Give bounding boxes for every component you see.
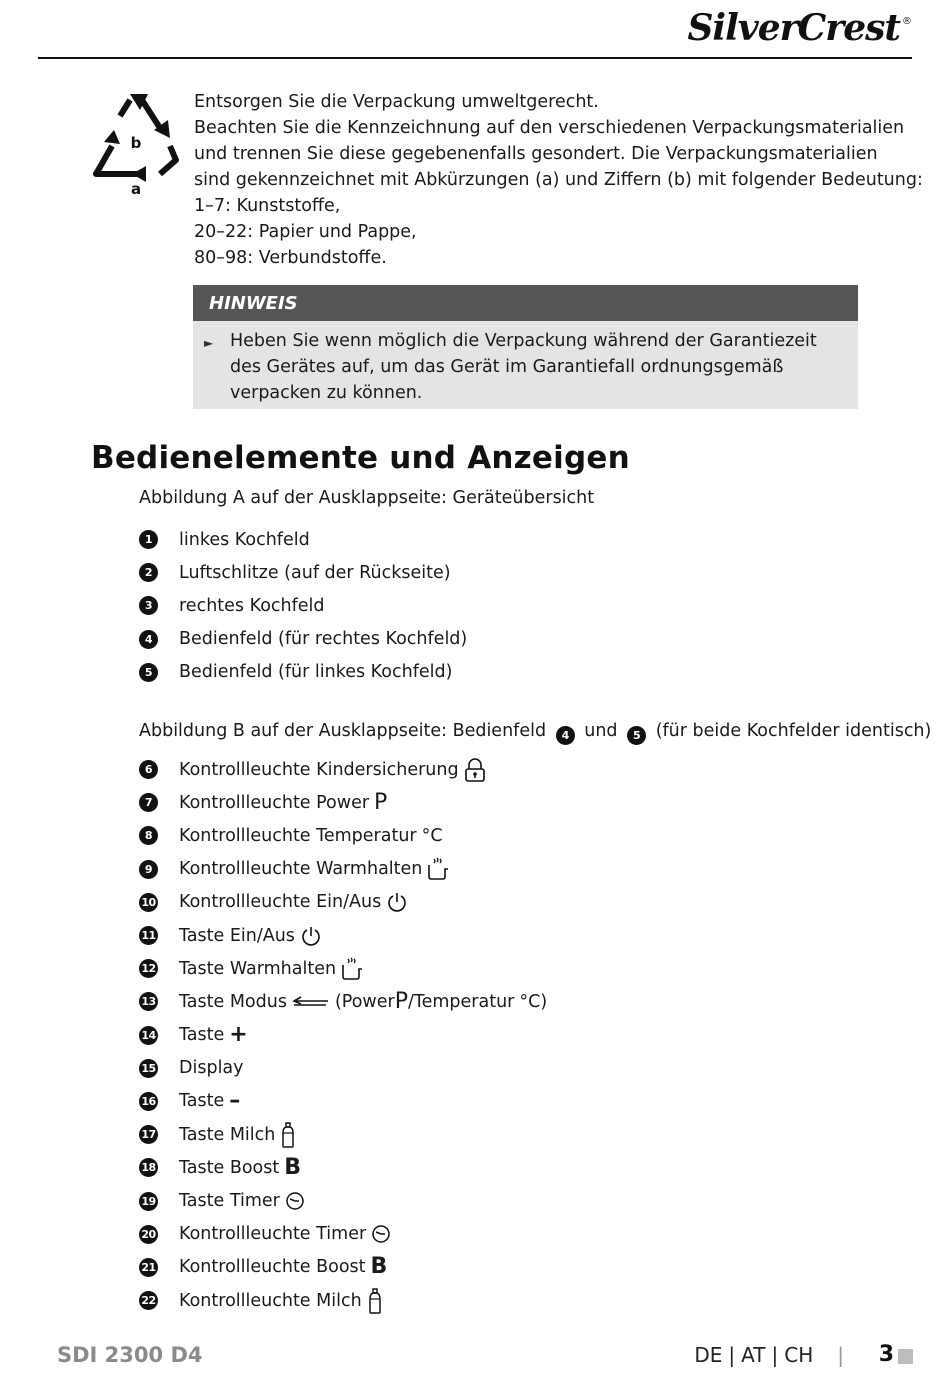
- list-item: [139, 589, 467, 622]
- list-item: [139, 952, 547, 985]
- note-body: [193, 321, 858, 406]
- keep-warm-icon: [341, 957, 363, 981]
- list-item: [139, 819, 547, 852]
- item-label: Kontrollleuchte Warmhalten: [179, 859, 423, 880]
- intro-line: 1–7: Kunststoffe,: [194, 196, 341, 216]
- recycling-label-b: b: [130, 134, 142, 152]
- item-label: Kontrollleuchte Milch: [179, 1290, 362, 1311]
- lang-ch: CH: [784, 1343, 814, 1367]
- header-rule: [38, 57, 912, 59]
- item-number: 12: [139, 959, 158, 978]
- item-number: 11: [139, 926, 158, 945]
- item-label: linkes Kochfeld: [179, 529, 310, 550]
- intro-line: Beachten Sie die Kennzeichnung auf den verschiedenen Verpackungsmaterialien: [194, 118, 905, 138]
- item-number: 22: [139, 1291, 158, 1310]
- list-item: [139, 1218, 547, 1251]
- recycling-label-a: a: [130, 180, 142, 198]
- lock-icon: [464, 757, 486, 783]
- temperature-symbol: °C: [519, 991, 541, 1012]
- page-number: 3: [878, 1342, 894, 1367]
- item-number: 10: [139, 893, 158, 912]
- boost-symbol: B: [370, 1254, 388, 1280]
- item-label: Taste Milch: [179, 1124, 276, 1145]
- registered-mark: ®: [902, 16, 912, 27]
- list-item: [139, 523, 467, 556]
- list-item: [139, 1085, 547, 1118]
- brand-logo: [687, 8, 912, 48]
- boost-symbol: B: [284, 1154, 302, 1180]
- figure-b-caption: [139, 721, 931, 745]
- intro-line: 80–98: Verbundstoffe.: [194, 248, 387, 268]
- item-number: 3: [139, 596, 158, 615]
- item-number: 4: [139, 630, 158, 649]
- language-indicator: [694, 1343, 850, 1367]
- item-label: Bedienfeld (für linkes Kochfeld): [179, 662, 453, 683]
- list-item: [139, 1052, 547, 1085]
- lang-separator: |: [771, 1343, 779, 1367]
- item-number: 14: [139, 1026, 158, 1045]
- item-label: Display: [179, 1058, 244, 1079]
- item-label: Kontrollleuchte Ein/Aus: [179, 892, 382, 913]
- figure-a-list: [139, 523, 467, 689]
- list-item: [139, 985, 547, 1018]
- item-label: Kontrollleuchte Timer: [179, 1224, 367, 1245]
- power-symbol: P: [374, 789, 388, 815]
- item-label: rechtes Kochfeld: [179, 595, 325, 616]
- item-number: 8: [139, 826, 158, 845]
- item-label: Taste Modus: [179, 991, 287, 1012]
- list-item: [139, 1118, 547, 1151]
- power-icon: [300, 925, 322, 947]
- item-number: 18: [139, 1158, 158, 1177]
- brand-name: SilverCrest: [687, 7, 900, 49]
- note-text: Heben Sie wenn möglich die Verpackung während der Garantiezeit des Gerätes auf, um das Gerät im Garantiefall ordnungsgemäß verpacken zu können.: [230, 331, 817, 403]
- list-item: [139, 1251, 547, 1284]
- item-number: 4: [556, 726, 575, 745]
- figure-a-caption: Abbildung A auf der Ausklappseite: Geräteübersicht: [139, 488, 595, 508]
- mode-slash-text: /Temperatur: [407, 991, 515, 1012]
- item-label: Kontrollleuchte Boost: [179, 1257, 366, 1278]
- intro-line: Entsorgen Sie die Verpackung umweltgerecht.: [194, 92, 599, 112]
- minus-symbol: –: [229, 1088, 241, 1114]
- page-marker: [898, 1349, 913, 1364]
- list-item: [139, 623, 467, 656]
- power-icon: [386, 891, 408, 913]
- packaging-disposal-text: [194, 89, 923, 271]
- item-label: Taste Warmhalten: [179, 958, 337, 979]
- item-label: Taste Timer: [179, 1191, 280, 1212]
- list-item: [139, 919, 547, 952]
- list-item: [139, 1284, 547, 1317]
- item-number: 5: [627, 726, 646, 745]
- recycling-icon: [90, 90, 182, 198]
- intro-line: und trennen Sie diese gegebenenfalls gesondert. Die Verpackungsmaterialien: [194, 144, 878, 164]
- lang-separator: |: [728, 1343, 736, 1367]
- list-item: [139, 1019, 547, 1052]
- item-number: 5: [139, 663, 158, 682]
- intro-line: 20–22: Papier und Pappe,: [194, 222, 417, 242]
- power-symbol: P: [394, 988, 408, 1014]
- item-number: 6: [139, 760, 158, 779]
- page-separator: |: [837, 1343, 844, 1367]
- lang-de: DE: [694, 1343, 723, 1367]
- item-label: Kontrollleuchte Power: [179, 792, 370, 813]
- item-number: 1: [139, 530, 158, 549]
- item-label: Luftschlitze (auf der Rückseite): [179, 562, 451, 583]
- timer-icon: [285, 1191, 305, 1211]
- list-item: [139, 786, 547, 819]
- milk-bottle-icon: [280, 1121, 296, 1149]
- intro-line: sind gekennzeichnet mit Abkürzungen (a) und Ziffern (b) mit folgender Bedeutung:: [194, 170, 923, 190]
- item-number: 16: [139, 1092, 158, 1111]
- item-number: 2: [139, 563, 158, 582]
- item-label: Kontrollleuchte Temperatur: [179, 825, 417, 846]
- mode-open-text: (Power: [334, 991, 395, 1012]
- item-label: Taste: [179, 1091, 225, 1112]
- list-item: [139, 556, 467, 589]
- item-label: Taste Ein/Aus: [179, 925, 295, 946]
- item-number: 20: [139, 1225, 158, 1244]
- keep-warm-icon: [427, 857, 449, 881]
- item-number: 13: [139, 992, 158, 1011]
- item-number: 9: [139, 860, 158, 879]
- item-number: 7: [139, 793, 158, 812]
- item-number: 19: [139, 1192, 158, 1211]
- caption-b-mid: und: [584, 721, 618, 741]
- item-label: Bedienfeld (für rechtes Kochfeld): [179, 629, 468, 650]
- item-label: Taste Boost: [179, 1157, 280, 1178]
- milk-bottle-icon: [367, 1287, 383, 1315]
- note-title: HINWEIS: [193, 285, 858, 321]
- list-item: [139, 1151, 547, 1184]
- mode-arrow-icon: [292, 995, 330, 1009]
- item-number: 21: [139, 1258, 158, 1277]
- mode-close-text: ): [540, 991, 548, 1012]
- list-item: [139, 853, 547, 886]
- triangle-bullet-icon: ►: [204, 336, 214, 350]
- section-title: Bedienelemente und Anzeigen: [91, 440, 630, 476]
- timer-icon: [371, 1224, 391, 1244]
- caption-b-after: (für beide Kochfelder identisch): [655, 721, 932, 741]
- item-number: 15: [139, 1059, 158, 1078]
- item-label: Taste: [179, 1025, 225, 1046]
- list-item: [139, 1184, 547, 1217]
- list-item: [139, 886, 547, 919]
- list-item: [139, 656, 467, 689]
- note-box: [193, 285, 858, 409]
- item-number: 17: [139, 1125, 158, 1144]
- model-number: SDI 2300 D4: [57, 1343, 203, 1367]
- caption-b-before: Abbildung B auf der Ausklappseite: Bedienfeld: [139, 721, 547, 741]
- list-item: [139, 753, 547, 786]
- figure-b-list: [139, 753, 547, 1317]
- lang-at: AT: [741, 1343, 766, 1367]
- item-label: Kontrollleuchte Kindersicherung: [179, 759, 459, 780]
- temperature-symbol: °C: [421, 825, 443, 846]
- plus-symbol: +: [229, 1022, 248, 1048]
